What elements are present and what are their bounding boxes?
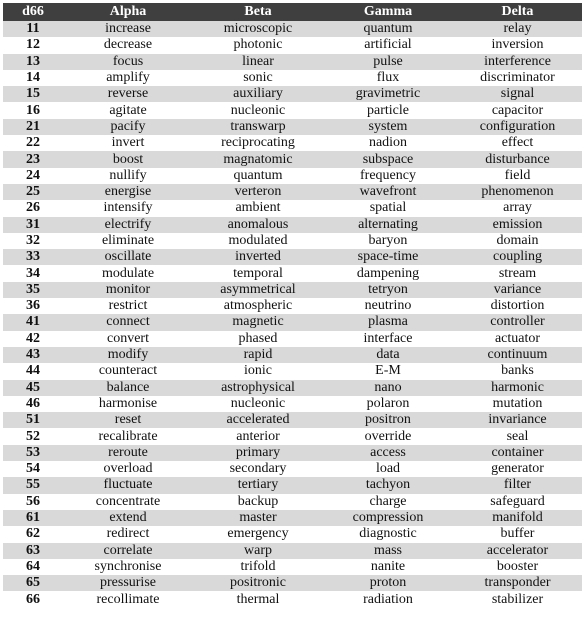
- alpha-cell: convert: [63, 331, 193, 347]
- alpha-cell: monitor: [63, 282, 193, 298]
- beta-cell: thermal: [193, 591, 323, 607]
- gamma-cell: radiation: [323, 591, 453, 607]
- delta-cell: field: [453, 168, 582, 184]
- delta-cell: mutation: [453, 396, 582, 412]
- table-row: [3, 265, 582, 281]
- roll-cell: 16: [3, 102, 63, 118]
- roll-cell: 13: [3, 54, 63, 70]
- beta-cell: nucleonic: [193, 102, 323, 118]
- roll-cell: 24: [3, 168, 63, 184]
- table-row: [3, 510, 582, 526]
- beta-cell: anomalous: [193, 217, 323, 233]
- gamma-cell: override: [323, 428, 453, 444]
- beta-cell: atmospheric: [193, 298, 323, 314]
- roll-cell: 41: [3, 314, 63, 330]
- alpha-cell: counteract: [63, 363, 193, 379]
- roll-cell: 32: [3, 233, 63, 249]
- alpha-cell: modulate: [63, 265, 193, 281]
- table-row: [3, 526, 582, 542]
- delta-cell: filter: [453, 477, 582, 493]
- delta-cell: controller: [453, 314, 582, 330]
- beta-cell: temporal: [193, 265, 323, 281]
- alpha-cell: boost: [63, 151, 193, 167]
- table-row: [3, 151, 582, 167]
- roll-cell: 25: [3, 184, 63, 200]
- alpha-cell: electrify: [63, 217, 193, 233]
- table-row: [3, 380, 582, 396]
- alpha-cell: correlate: [63, 543, 193, 559]
- beta-cell: transwarp: [193, 119, 323, 135]
- table-row: [3, 396, 582, 412]
- delta-cell: container: [453, 445, 582, 461]
- gamma-cell: tachyon: [323, 477, 453, 493]
- delta-cell: banks: [453, 363, 582, 379]
- beta-cell: nucleonic: [193, 396, 323, 412]
- beta-cell: verteron: [193, 184, 323, 200]
- roll-cell: 44: [3, 363, 63, 379]
- delta-cell: safeguard: [453, 494, 582, 510]
- roll-cell: 21: [3, 119, 63, 135]
- beta-cell: ionic: [193, 363, 323, 379]
- delta-cell: distortion: [453, 298, 582, 314]
- table-body: [3, 21, 582, 608]
- alpha-cell: nullify: [63, 168, 193, 184]
- alpha-cell: balance: [63, 380, 193, 396]
- table-row: [3, 119, 582, 135]
- d66-table-container: [3, 3, 582, 608]
- roll-cell: 55: [3, 477, 63, 493]
- alpha-cell: harmonise: [63, 396, 193, 412]
- table-row: [3, 428, 582, 444]
- table-row: [3, 70, 582, 86]
- roll-cell: 26: [3, 200, 63, 216]
- beta-cell: backup: [193, 494, 323, 510]
- delta-cell: coupling: [453, 249, 582, 265]
- roll-cell: 23: [3, 151, 63, 167]
- gamma-cell: compression: [323, 510, 453, 526]
- roll-cell: 51: [3, 412, 63, 428]
- table-row: [3, 282, 582, 298]
- alpha-cell: amplify: [63, 70, 193, 86]
- beta-cell: astrophysical: [193, 380, 323, 396]
- alpha-cell: reroute: [63, 445, 193, 461]
- header-row: [3, 3, 582, 21]
- beta-cell: modulated: [193, 233, 323, 249]
- gamma-cell: nanite: [323, 559, 453, 575]
- beta-cell: tertiary: [193, 477, 323, 493]
- header-beta: Beta: [193, 3, 323, 21]
- roll-cell: 61: [3, 510, 63, 526]
- roll-cell: 42: [3, 331, 63, 347]
- table-row: [3, 168, 582, 184]
- alpha-cell: reverse: [63, 86, 193, 102]
- roll-cell: 64: [3, 559, 63, 575]
- table-header: [3, 3, 582, 21]
- gamma-cell: interface: [323, 331, 453, 347]
- roll-cell: 43: [3, 347, 63, 363]
- roll-cell: 65: [3, 575, 63, 591]
- roll-cell: 36: [3, 298, 63, 314]
- delta-cell: harmonic: [453, 380, 582, 396]
- delta-cell: manifold: [453, 510, 582, 526]
- beta-cell: trifold: [193, 559, 323, 575]
- table-row: [3, 461, 582, 477]
- roll-cell: 33: [3, 249, 63, 265]
- gamma-cell: diagnostic: [323, 526, 453, 542]
- alpha-cell: modify: [63, 347, 193, 363]
- gamma-cell: access: [323, 445, 453, 461]
- table-row: [3, 21, 582, 37]
- header-delta: Delta: [453, 3, 582, 21]
- table-row: [3, 86, 582, 102]
- gamma-cell: proton: [323, 575, 453, 591]
- delta-cell: invariance: [453, 412, 582, 428]
- roll-cell: 12: [3, 37, 63, 53]
- roll-cell: 45: [3, 380, 63, 396]
- gamma-cell: baryon: [323, 233, 453, 249]
- gamma-cell: load: [323, 461, 453, 477]
- alpha-cell: focus: [63, 54, 193, 70]
- roll-cell: 14: [3, 70, 63, 86]
- delta-cell: continuum: [453, 347, 582, 363]
- delta-cell: stabilizer: [453, 591, 582, 607]
- beta-cell: photonic: [193, 37, 323, 53]
- header-alpha: Alpha: [63, 3, 193, 21]
- roll-cell: 46: [3, 396, 63, 412]
- roll-cell: 66: [3, 591, 63, 607]
- beta-cell: auxiliary: [193, 86, 323, 102]
- beta-cell: magnetic: [193, 314, 323, 330]
- table-row: [3, 543, 582, 559]
- table-row: [3, 591, 582, 607]
- alpha-cell: eliminate: [63, 233, 193, 249]
- alpha-cell: intensify: [63, 200, 193, 216]
- beta-cell: ambient: [193, 200, 323, 216]
- alpha-cell: increase: [63, 21, 193, 37]
- beta-cell: primary: [193, 445, 323, 461]
- roll-cell: 56: [3, 494, 63, 510]
- table-row: [3, 233, 582, 249]
- table-row: [3, 135, 582, 151]
- table-row: [3, 102, 582, 118]
- gamma-cell: gravimetric: [323, 86, 453, 102]
- gamma-cell: data: [323, 347, 453, 363]
- gamma-cell: nano: [323, 380, 453, 396]
- beta-cell: magnatomic: [193, 151, 323, 167]
- gamma-cell: positron: [323, 412, 453, 428]
- gamma-cell: polaron: [323, 396, 453, 412]
- beta-cell: secondary: [193, 461, 323, 477]
- delta-cell: inversion: [453, 37, 582, 53]
- delta-cell: actuator: [453, 331, 582, 347]
- alpha-cell: synchronise: [63, 559, 193, 575]
- gamma-cell: spatial: [323, 200, 453, 216]
- beta-cell: asymmetrical: [193, 282, 323, 298]
- gamma-cell: flux: [323, 70, 453, 86]
- alpha-cell: reset: [63, 412, 193, 428]
- delta-cell: phenomenon: [453, 184, 582, 200]
- alpha-cell: redirect: [63, 526, 193, 542]
- alpha-cell: decrease: [63, 37, 193, 53]
- roll-cell: 34: [3, 265, 63, 281]
- gamma-cell: tetryon: [323, 282, 453, 298]
- roll-cell: 62: [3, 526, 63, 542]
- table-row: [3, 412, 582, 428]
- alpha-cell: pressurise: [63, 575, 193, 591]
- delta-cell: domain: [453, 233, 582, 249]
- beta-cell: phased: [193, 331, 323, 347]
- alpha-cell: invert: [63, 135, 193, 151]
- alpha-cell: agitate: [63, 102, 193, 118]
- delta-cell: capacitor: [453, 102, 582, 118]
- roll-cell: 22: [3, 135, 63, 151]
- delta-cell: transponder: [453, 575, 582, 591]
- delta-cell: stream: [453, 265, 582, 281]
- gamma-cell: quantum: [323, 21, 453, 37]
- delta-cell: interference: [453, 54, 582, 70]
- alpha-cell: fluctuate: [63, 477, 193, 493]
- gamma-cell: artificial: [323, 37, 453, 53]
- table-row: [3, 559, 582, 575]
- delta-cell: configuration: [453, 119, 582, 135]
- beta-cell: master: [193, 510, 323, 526]
- gamma-cell: wavefront: [323, 184, 453, 200]
- table-row: [3, 314, 582, 330]
- table-row: [3, 477, 582, 493]
- beta-cell: sonic: [193, 70, 323, 86]
- table-row: [3, 494, 582, 510]
- gamma-cell: particle: [323, 102, 453, 118]
- beta-cell: anterior: [193, 428, 323, 444]
- roll-cell: 11: [3, 21, 63, 37]
- gamma-cell: frequency: [323, 168, 453, 184]
- beta-cell: linear: [193, 54, 323, 70]
- table-row: [3, 249, 582, 265]
- beta-cell: warp: [193, 543, 323, 559]
- header-gamma: Gamma: [323, 3, 453, 21]
- table-row: [3, 54, 582, 70]
- gamma-cell: mass: [323, 543, 453, 559]
- table-row: [3, 575, 582, 591]
- beta-cell: rapid: [193, 347, 323, 363]
- table-row: [3, 331, 582, 347]
- delta-cell: disturbance: [453, 151, 582, 167]
- delta-cell: accelerator: [453, 543, 582, 559]
- table-row: [3, 298, 582, 314]
- d66-word-table: [3, 3, 582, 608]
- gamma-cell: subspace: [323, 151, 453, 167]
- delta-cell: buffer: [453, 526, 582, 542]
- header-d66: d66: [3, 3, 63, 21]
- beta-cell: inverted: [193, 249, 323, 265]
- table-row: [3, 347, 582, 363]
- alpha-cell: recollimate: [63, 591, 193, 607]
- beta-cell: quantum: [193, 168, 323, 184]
- gamma-cell: alternating: [323, 217, 453, 233]
- delta-cell: effect: [453, 135, 582, 151]
- table-row: [3, 217, 582, 233]
- roll-cell: 15: [3, 86, 63, 102]
- alpha-cell: concentrate: [63, 494, 193, 510]
- gamma-cell: plasma: [323, 314, 453, 330]
- gamma-cell: pulse: [323, 54, 453, 70]
- table-row: [3, 184, 582, 200]
- delta-cell: seal: [453, 428, 582, 444]
- gamma-cell: neutrino: [323, 298, 453, 314]
- roll-cell: 63: [3, 543, 63, 559]
- delta-cell: variance: [453, 282, 582, 298]
- beta-cell: reciprocating: [193, 135, 323, 151]
- delta-cell: discriminator: [453, 70, 582, 86]
- alpha-cell: oscillate: [63, 249, 193, 265]
- beta-cell: emergency: [193, 526, 323, 542]
- delta-cell: emission: [453, 217, 582, 233]
- alpha-cell: extend: [63, 510, 193, 526]
- gamma-cell: E-M: [323, 363, 453, 379]
- alpha-cell: recalibrate: [63, 428, 193, 444]
- alpha-cell: energise: [63, 184, 193, 200]
- table-row: [3, 200, 582, 216]
- gamma-cell: nadion: [323, 135, 453, 151]
- beta-cell: microscopic: [193, 21, 323, 37]
- gamma-cell: dampening: [323, 265, 453, 281]
- delta-cell: relay: [453, 21, 582, 37]
- roll-cell: 52: [3, 428, 63, 444]
- table-row: [3, 445, 582, 461]
- roll-cell: 31: [3, 217, 63, 233]
- gamma-cell: system: [323, 119, 453, 135]
- alpha-cell: connect: [63, 314, 193, 330]
- table-row: [3, 37, 582, 53]
- gamma-cell: space-time: [323, 249, 453, 265]
- delta-cell: generator: [453, 461, 582, 477]
- beta-cell: positronic: [193, 575, 323, 591]
- table-row: [3, 363, 582, 379]
- gamma-cell: charge: [323, 494, 453, 510]
- delta-cell: booster: [453, 559, 582, 575]
- roll-cell: 54: [3, 461, 63, 477]
- alpha-cell: pacify: [63, 119, 193, 135]
- roll-cell: 35: [3, 282, 63, 298]
- beta-cell: accelerated: [193, 412, 323, 428]
- delta-cell: array: [453, 200, 582, 216]
- delta-cell: signal: [453, 86, 582, 102]
- roll-cell: 53: [3, 445, 63, 461]
- alpha-cell: overload: [63, 461, 193, 477]
- alpha-cell: restrict: [63, 298, 193, 314]
